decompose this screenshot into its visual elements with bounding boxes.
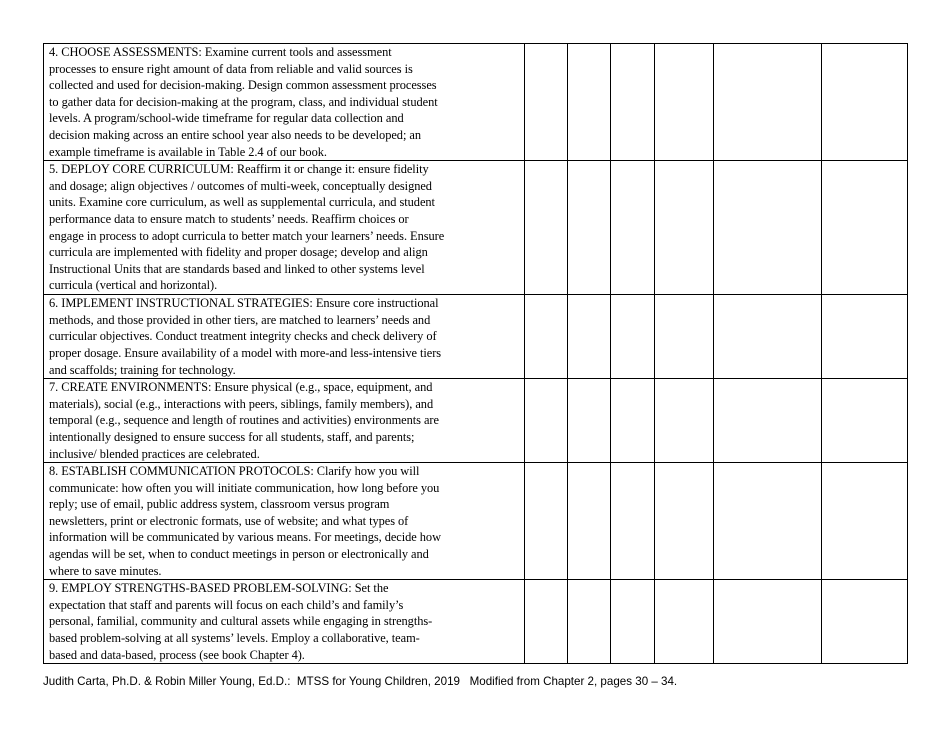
- checkbox-cell[interactable]: [822, 44, 908, 161]
- checkbox-cell[interactable]: [525, 463, 568, 580]
- checkbox-cell[interactable]: [525, 295, 568, 379]
- checkbox-cell[interactable]: [714, 379, 822, 463]
- checkbox-cell[interactable]: [525, 161, 568, 295]
- checkbox-cell[interactable]: [568, 580, 611, 664]
- checkbox-cell[interactable]: [655, 463, 714, 580]
- checkbox-cell[interactable]: [525, 44, 568, 161]
- table-row: [44, 44, 908, 161]
- checkbox-cell[interactable]: [611, 463, 655, 580]
- checkbox-cell[interactable]: [714, 463, 822, 580]
- checkbox-cell[interactable]: [714, 580, 822, 664]
- checkbox-cell[interactable]: [655, 44, 714, 161]
- table-row: [44, 463, 908, 580]
- checkbox-cell[interactable]: [655, 295, 714, 379]
- checkbox-cell[interactable]: [525, 379, 568, 463]
- checkbox-cell[interactable]: [568, 295, 611, 379]
- checkbox-cell[interactable]: [611, 379, 655, 463]
- checkbox-cell[interactable]: [611, 295, 655, 379]
- checkbox-cell[interactable]: [568, 44, 611, 161]
- checklist-table: [43, 43, 908, 664]
- checkbox-cell[interactable]: [822, 463, 908, 580]
- checkbox-cell[interactable]: [655, 379, 714, 463]
- checkbox-cell[interactable]: [568, 379, 611, 463]
- page-footer: Judith Carta, Ph.D. & Robin Miller Young, Ed.D.: MTSS for Young Children, 2019 Modified from Chapter 2, pages 30 – 34.: [43, 675, 678, 688]
- checkbox-cell[interactable]: [822, 295, 908, 379]
- checkbox-cell[interactable]: [714, 161, 822, 295]
- task-description: 4. CHOOSE ASSESSMENTS: Examine current tools and assessment processes to ensure right amount of data from reliable and valid sources is collected and used for decision-making. Design common assessment processes to gather data for decision-making at the program, class, and individual student levels. A program/school-wide timeframe for regular data collection and decision making across an entire school year also needs to be developed; an example timeframe is available in Table 2.4 of our book.: [44, 44, 525, 161]
- table-row: [44, 161, 908, 295]
- checkbox-cell[interactable]: [568, 463, 611, 580]
- task-description: 7. CREATE ENVIRONMENTS: Ensure physical (e.g., space, equipment, and materials), social (e.g., interactions with peers, siblings, family members), and temporal (e.g., sequence and length of routines and activities) environments are intentionally designed to ensure success for all students, staff, and parents; inclusive/ blended practices are celebrated.: [44, 379, 525, 463]
- checkbox-cell[interactable]: [822, 379, 908, 463]
- task-description: 6. IMPLEMENT INSTRUCTIONAL STRATEGIES: Ensure core instructional methods, and those provided in other tiers, are matched to learners’ needs and curricular objectives. Conduct treatment integrity checks and check delivery of proper dosage. Ensure availability of a model with more-and less-intensive tiers and scaffolds; training for technology.: [44, 295, 525, 379]
- checkbox-cell[interactable]: [611, 44, 655, 161]
- table-row: [44, 580, 908, 664]
- checkbox-cell[interactable]: [611, 580, 655, 664]
- checkbox-cell[interactable]: [714, 295, 822, 379]
- checkbox-cell[interactable]: [822, 161, 908, 295]
- table-row: [44, 295, 908, 379]
- task-description: 8. ESTABLISH COMMUNICATION PROTOCOLS: Clarify how you will communicate: how often you will initiate communication, how long before you reply; use of email, public address system, classroom versus program newsletters, print or electronic formats, use of website; and what types of information will be communicated by various means. For meetings, decide how agendas will be set, when to conduct meetings in person or electronically and where to save minutes.: [44, 463, 525, 580]
- checkbox-cell[interactable]: [611, 161, 655, 295]
- checkbox-cell[interactable]: [655, 161, 714, 295]
- checkbox-cell[interactable]: [655, 580, 714, 664]
- checkbox-cell[interactable]: [568, 161, 611, 295]
- task-description: 9. EMPLOY STRENGTHS-BASED PROBLEM-SOLVING: Set the expectation that staff and parents will focus on each child’s and family’s personal, familial, community and cultural assets while engaging in strengths- based problem-solving at all systems’ levels. Employ a collaborative, team- based and data-based, process (see book Chapter 4).: [44, 580, 525, 664]
- table-row: [44, 379, 908, 463]
- checkbox-cell[interactable]: [714, 44, 822, 161]
- checkbox-cell[interactable]: [525, 580, 568, 664]
- task-description: 5. DEPLOY CORE CURRICULUM: Reaffirm it or change it: ensure fidelity and dosage; align objectives / outcomes of multi-week, conceptually designed units. Examine core curriculum, as well as supplemental curricula, and student performance data to ensure match to students’ needs. Reaffirm choices or engage in process to adopt curricula to better match your learners’ needs. Ensure curricula are implemented with fidelity and proper dosage; develop and align Instructional Units that are standards based and linked to other systems level curricula (vertical and horizontal).: [44, 161, 525, 295]
- checkbox-cell[interactable]: [822, 580, 908, 664]
